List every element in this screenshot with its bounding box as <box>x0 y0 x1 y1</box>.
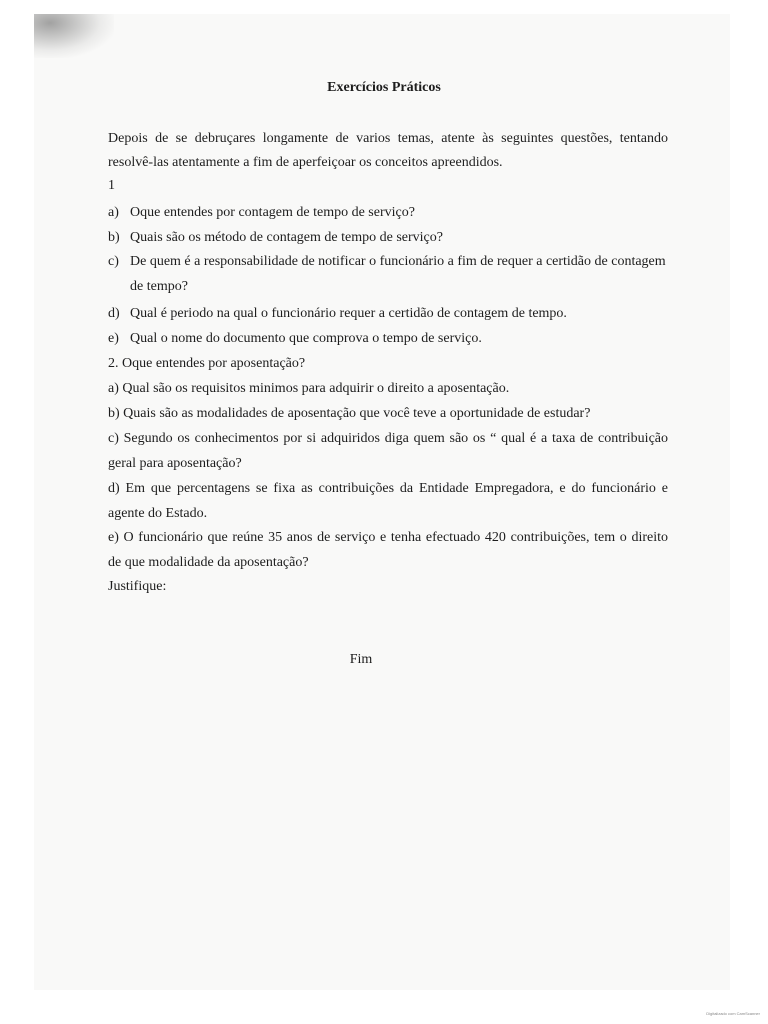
question-text: Qual o nome do documento que comprova o tempo de serviço. <box>130 331 482 346</box>
question-marker: b) <box>108 230 120 245</box>
question-2b: b) Quais são as modalidades de aposentação que você teve a oportunidade de estudar? <box>108 406 591 421</box>
section-1-number: 1 <box>108 178 115 193</box>
question-2e-continuation: de que modalidade da aposentação? <box>108 555 309 570</box>
question-1e <box>108 329 668 349</box>
section-2-heading: 2. Oque entendes por aposentação? <box>108 356 306 371</box>
page-title: Exercícios Práticos <box>327 80 441 95</box>
question-marker: d) <box>108 306 120 321</box>
question-2e: e) O funcionário que reúne 35 anos de serviço e tenha efectuado 420 contribuições, tem o direito <box>108 530 668 545</box>
question-1c <box>108 252 668 272</box>
question-marker: c) <box>108 254 119 269</box>
intro-paragraph: Depois de se debruçares longamente de varios temas, atente às seguintes questões, tentando resolvê-las atentamente a fim de aperfeiçoar os conceitos apreendidos. <box>108 131 668 170</box>
question-2d: d) Em que percentagens se fixa as contribuições da Entidade Empregadora, e do funcionário e <box>108 481 668 496</box>
footer-note: Digitalizado com CamScanner <box>706 1011 760 1016</box>
question-marker: a) <box>108 205 119 220</box>
question-text: Oque entendes por contagem de tempo de serviço? <box>130 205 415 220</box>
question-text: De quem é a responsabilidade de notificar o funcionário a fim de requer a certidão de contagem <box>130 254 666 269</box>
question-1d <box>108 304 668 324</box>
justify-label: Justifique: <box>108 579 167 594</box>
question-2c-continuation: geral para aposentação? <box>108 456 242 471</box>
question-2a: a) Qual são os requisitos minimos para adquirir o direito a aposentação. <box>108 381 510 396</box>
question-1c-continuation: de tempo? <box>130 279 188 294</box>
question-1a <box>108 203 668 223</box>
question-text: Quais são os método de contagem de tempo de serviço? <box>130 230 443 245</box>
scan-shadow <box>34 14 114 58</box>
question-marker: e) <box>108 331 119 346</box>
question-text: Qual é periodo na qual o funcionário requer a certidão de contagem de tempo. <box>130 306 567 321</box>
end-text: Fim <box>349 652 373 667</box>
question-1b <box>108 228 668 248</box>
question-2d-continuation: agente do Estado. <box>108 506 208 521</box>
question-2c: c) Segundo os conhecimentos por si adquiridos diga quem são os “ qual é a taxa de contribuição <box>108 431 668 446</box>
